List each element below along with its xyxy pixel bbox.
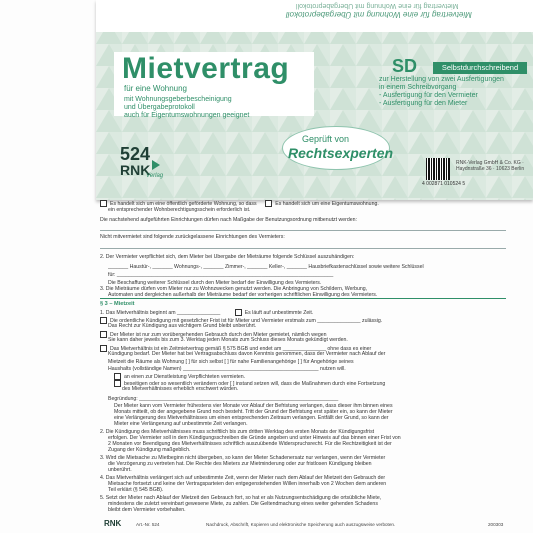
mirrored-title: Mietvertrag für eine Wohnung mit Übergabeprotokoll (286, 10, 472, 19)
sd-desc-line: - Ausfertigung für den Mieter (379, 100, 468, 107)
cover-sheet (96, 0, 533, 200)
footer-code: 200303 (488, 522, 504, 527)
form-line: Die Beschaffung weiterer Schlüssel durch den Mieter bedarf der Einwilligung des Vermieters. (108, 280, 322, 286)
checkbox[interactable] (100, 200, 107, 207)
footer-rnk-logo: RNK (104, 519, 122, 528)
form-line: Haushalts (vollständige Namen) _______________________________________________ nutzen will. (108, 366, 346, 372)
form-line: Der Mieter ist nur zum vorübergehenden Gebrauch durch den Mieter gemietet, nämlich wegen (100, 331, 510, 338)
form-line: Der Mieter kann vom Vermieter frühestens vier Monate vor Ablauf der Befristung verlangen, dass dieser ihm binnen eines (114, 403, 393, 409)
checkbox[interactable] (100, 317, 107, 324)
section-divider (100, 298, 506, 299)
form-line: Es handelt sich um eine öffentlich geförderte Wohnung, so dass Es handelt sich um eine Eigentumswohnung. (100, 200, 510, 207)
form-line: eine Verlängerung des Mietverhältnisses um einen entsprechenden Zeitraum verlangen. Entfällt der Grund, so kann der (114, 415, 389, 421)
cover-desc-line: und Übergabeprotokoll (124, 104, 195, 111)
form-line: Das Mietverhältnis ist ein Zeitmietvertrag gemäß § 575 BGB und endet am _______________ ohne dass es einer (100, 345, 510, 352)
page-footer (96, 518, 533, 533)
section-heading: § 3 – Mietzeit (100, 301, 135, 307)
cover-title: Mietvertrag (122, 52, 290, 85)
form-line: Mieter eine Verlängerung auf unbestimmte Zeit verlangen. (114, 421, 248, 427)
form-line: für: ___________________________________________________________________________ (108, 272, 334, 278)
form-line: 2. Die Kündigung des Mietverhältnisses muss schriftlich bis zum dritten Werktag des ersten Monats der Kündigungsfrist (100, 429, 375, 435)
sd-desc-line: - Ausfertigung für den Vermieter (379, 92, 478, 99)
barcode-number: 4 002871 010524 5 (422, 181, 466, 187)
sd-desc-line: zur Herstellung von zwei Ausfertigungen (379, 76, 504, 83)
fill-line[interactable] (100, 248, 506, 249)
form-line: 3. Wird die Mietsache zu Mietbeginn nicht übergeben, so kann der Mieter Schadenersatz nur verlangen, wenn der Vermieter (100, 455, 386, 461)
form-line: Die nachstehend aufgeführten Einrichtungen dürfen nach Maßgabe der Benutzungsordnung mitbenutzt werden: (100, 217, 357, 223)
footer-copyright-note: Nachdruck, Abschrift, Kopieren und elektronische Speicherung auch auszugsweise verboten. (206, 522, 396, 527)
form-line: Monats mitteilt, ob der angegebene Grund noch besteht. Tritt der Grund der Befristung erst später ein, so kann der Mieter (114, 409, 393, 415)
expert-seal-main: Rechtsexperten (288, 145, 394, 161)
cover-subtitle: für eine Wohnung (124, 84, 188, 93)
form-line: beseitigen oder so wesentlich verändern oder [ ] instand setzen will, dass die Maßnahmen durch eine Fortsetzung (114, 380, 524, 387)
checkbox[interactable] (114, 373, 121, 380)
cover-desc-line: mit Wohnungsgeberbescheinigung (124, 96, 232, 103)
form-line: ein entsprechender Wohnberechtigungsschein erforderlich ist. (108, 207, 251, 213)
form-line: Begründung: _____________________________________________________________________ (108, 396, 339, 402)
sd-desc-line: in einem Schreibvorgang (379, 84, 457, 91)
form-line: Die ordentliche Kündigung mit gesetzlicher Frist ist für Mieter und Vermieter erstmals zum _______________ zulässig. (100, 317, 510, 324)
rnk-logo: RNK (120, 162, 151, 178)
cover-description (124, 96, 334, 120)
rnk-arrow-icon (152, 160, 160, 170)
checkbox[interactable] (235, 309, 242, 316)
publisher-info: RNK-Verlag GmbH & Co. KG · Haydnstraße 36 · 10623 Berlin (456, 160, 525, 172)
form-line: Automaten und dergleichen außerhalb der Mieträume bedarf der vorherigen schriftlichen Einwilligung des Vermieters. (108, 292, 378, 298)
form-line: Das Recht zur Kündigung aus wichtigem Grund bleibt unberührt. (108, 323, 257, 329)
form-line: Zugang der Kündigung maßgeblich. (108, 447, 191, 453)
sd-label: SD (392, 56, 418, 76)
form-line: mindestens die zuletzt vereinbart gewesene Miete, zu zahlen. Die Geltendmachung eines weiter gehenden Schadens (108, 501, 378, 507)
form-line: Sie kann daher jeweils bis zum 3. Werktag jeden Monats zum Schluss dieses Monats gekündigt werden. (108, 337, 348, 343)
form-line: Kündigung bedarf. Der Mieter hat bei Vertragsabschluss davon Kenntnis genommen, dass der Vermieter nach Ablauf der (108, 351, 386, 357)
form-line: Nicht mitvermietet sind folgende zurückgelassene Einrichtungen des Vermieters: (100, 234, 285, 240)
checkbox[interactable] (100, 331, 107, 338)
form-line: bleibt dem Vermieter vorbehalten. (108, 507, 186, 513)
footer-article-number: Art.-Nr. 524 (136, 522, 160, 527)
form-line: erfolgen. Der Vermieter soll in dem Kündigungsschreiben die Gründe angeben und unter Hinweis auf das binnen einer Frist von (108, 435, 401, 441)
form-line: 3. Die Mieträume dürfen vom Mieter nur zu Wohnzwecken genutzt werden. Die Anbringung von Schildern, Werbung, (100, 286, 368, 292)
article-number: 524 (120, 144, 151, 164)
mirrored-title-faint: Mietvertrag für eine Wohnung mit Übergabeprotokoll (296, 2, 459, 9)
form-line: _______ Haustür-, _______ Wohnungs-, _______ Zimmer-, _______ Keller-, _______ Hausbriefkastenschlüssel sowie weitere Schlüssel (108, 264, 424, 270)
sd-description (379, 76, 529, 108)
cover-desc-line: auch für Eigentumswohnungen geeignet (124, 112, 250, 119)
checkbox[interactable] (265, 200, 272, 207)
form-line: unberührt. (108, 467, 132, 473)
form-line: 2 Monaten vor Beendigung des Mietverhältnisses schriftlich auszuübende Widerspruchsrecht. Für die Rechtzeitigkeit ist der (108, 441, 392, 447)
form-line: 5. Setzt der Mieter nach Ablauf der Mietzeit den Gebrauch fort, so hat er als Nutzungsentschädigung die ortsübliche Miete, (100, 495, 382, 501)
form-line: Mietsache fortsetzt und keine der Vertragsparteien den entgegenstehenden Willen innerhalb von 2 Wochen dem anderen (108, 481, 387, 487)
checkbox[interactable] (100, 345, 107, 352)
form-line: 2. Der Vermieter verpflichtet sich, dem Mieter bei Übergabe der Mieträume folgende Schlüssel auszuhändigen: (100, 254, 355, 260)
rnk-verlag-label: Verlag (146, 173, 164, 179)
form-line: des Mietverhältnisses erheblich erschwert würden. (122, 386, 239, 392)
form-line: die Verzögerung zu vertreten hat. Die Rechte des Mieters zur Mietminderung oder zur fristlosen Kündigung bleiben (108, 461, 372, 467)
form-line: Mietzeit die Räume als Wohnung [ ] für sich selbst [ ] für nahe Familienangehörige [ ] für Angehörige seines (108, 359, 354, 365)
form-line: Teil erklärt (§ 545 BGB). (108, 487, 164, 493)
barcode-icon (426, 158, 450, 180)
form-line: 1. Das Mietverhältnis beginnt am _______________ Es läuft auf unbestimmte Zeit. (100, 309, 314, 316)
fill-line[interactable] (100, 230, 506, 231)
expert-seal-top: Geprüft von (302, 134, 350, 144)
form-line: 4. Das Mietverhältnis verlängert sich auf unbestimmte Zeit, wenn der Mieter nach dem Ablauf der Mietzeit den Gebrauch der (100, 475, 386, 481)
checkbox[interactable] (114, 380, 121, 387)
sd-badge: Selbstdurchschreibend (433, 62, 527, 74)
form-line: an einen zur Dienstleistung Verpflichteten vermieten. (114, 373, 524, 380)
